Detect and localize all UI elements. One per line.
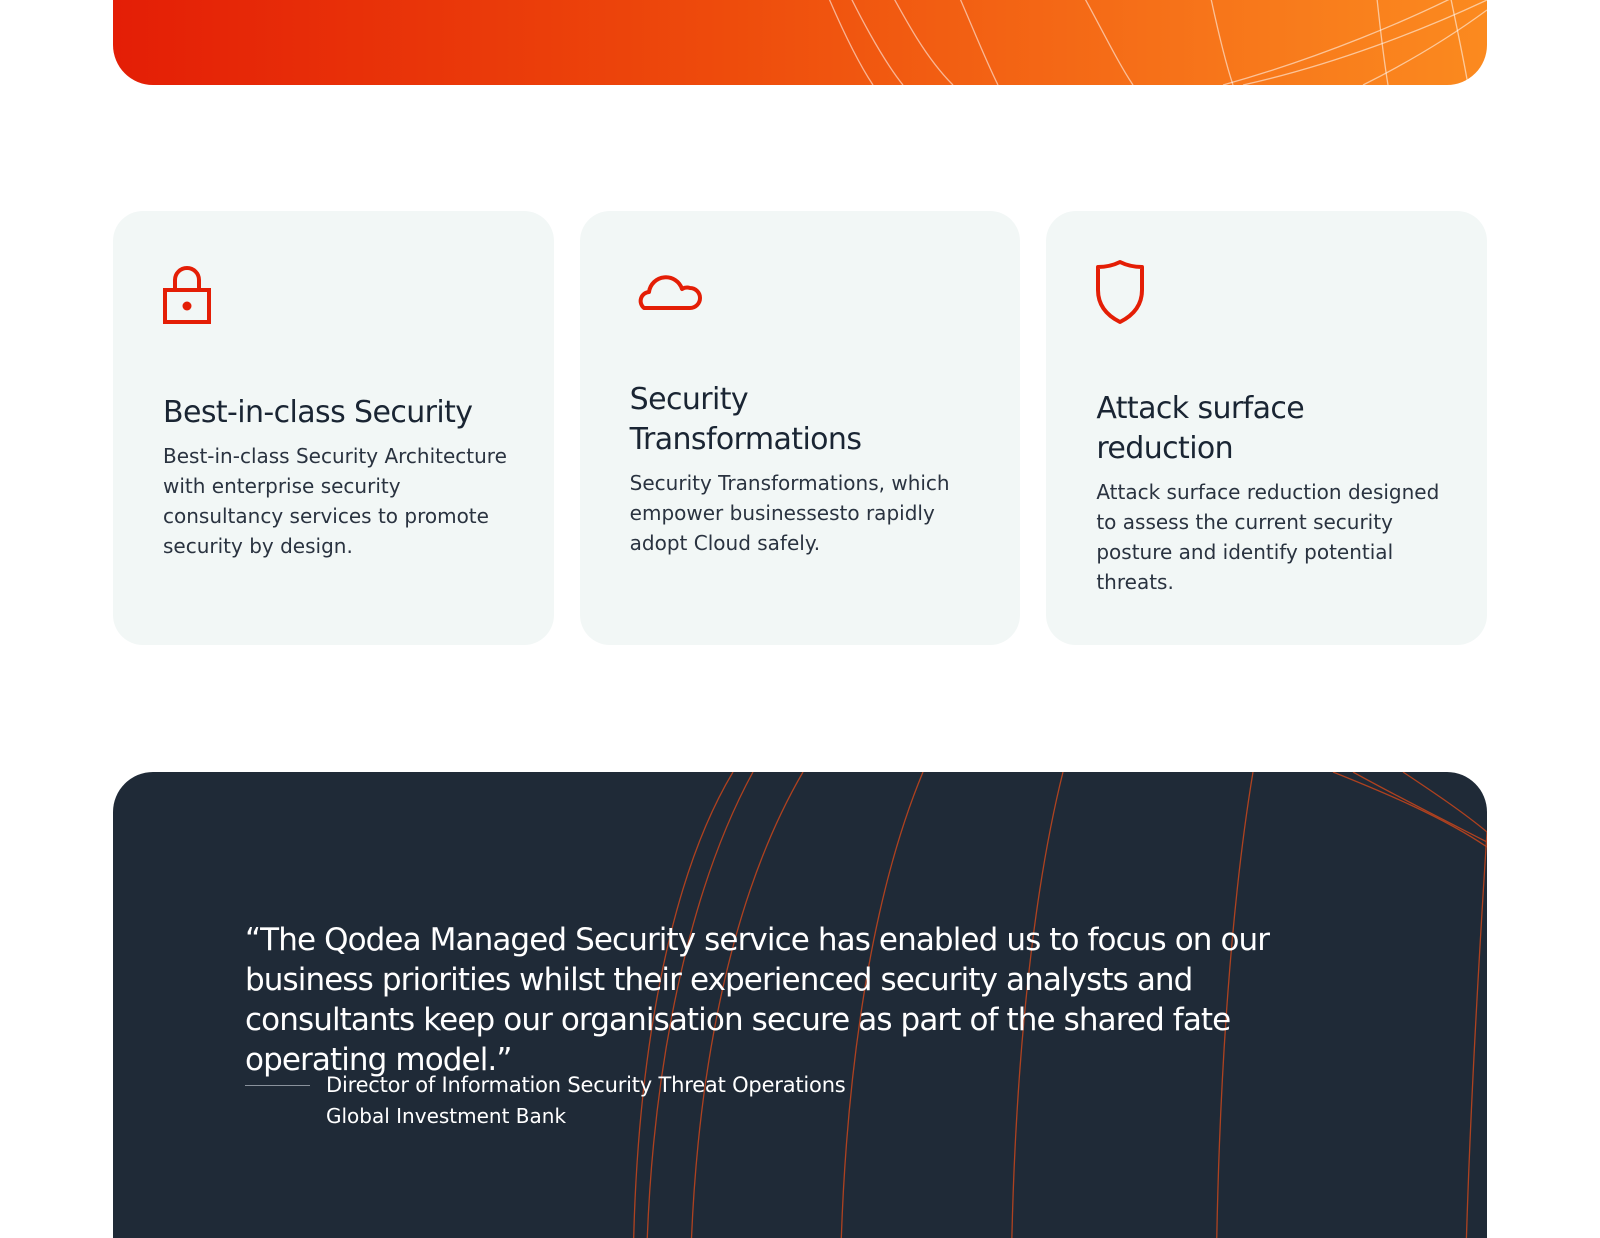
feature-description: Best-in-class Security Architecture with enterprise security consultancy services to promote security by design. [163, 444, 507, 558]
testimonial-quote: “The Qodea Managed Security service has enabled us to focus on our business priorities whilst their experienced security analysts and consultants keep our organisation secure as part of the shared fate operating model.” [245, 922, 1270, 1078]
feature-text-transformations [630, 380, 981, 558]
attribution-divider [245, 1085, 310, 1086]
feature-cards [113, 211, 1487, 645]
feature-title: Best-in-class Security [163, 395, 473, 430]
shield-icon [1096, 256, 1176, 336]
feature-card-transformations [580, 211, 1021, 645]
testimonial-section [113, 772, 1487, 1238]
feature-title: Attack surface reduction [1096, 391, 1305, 466]
feature-text-attack-surface [1096, 389, 1447, 597]
author-organisation: Global Investment Bank [326, 1104, 567, 1128]
lock-icon [163, 256, 243, 336]
cloud-icon [630, 256, 710, 336]
feature-card-attack-surface [1046, 211, 1487, 645]
banner-line-art [113, 0, 1487, 85]
feature-text-security [163, 393, 514, 561]
testimonial-attribution [245, 1070, 846, 1132]
feature-title: Security Transformations [629, 382, 862, 457]
feature-description: Attack surface reduction designed to assess the current security posture and identify potential threats. [1096, 480, 1440, 594]
author-role: Director of Information Security Threat Operations [326, 1073, 846, 1097]
feature-description: Security Transformations, which empower businessesto rapidly adopt Cloud safely. [629, 471, 950, 555]
feature-card-security [113, 211, 554, 645]
hero-banner [113, 0, 1487, 85]
attribution-text [326, 1070, 846, 1132]
